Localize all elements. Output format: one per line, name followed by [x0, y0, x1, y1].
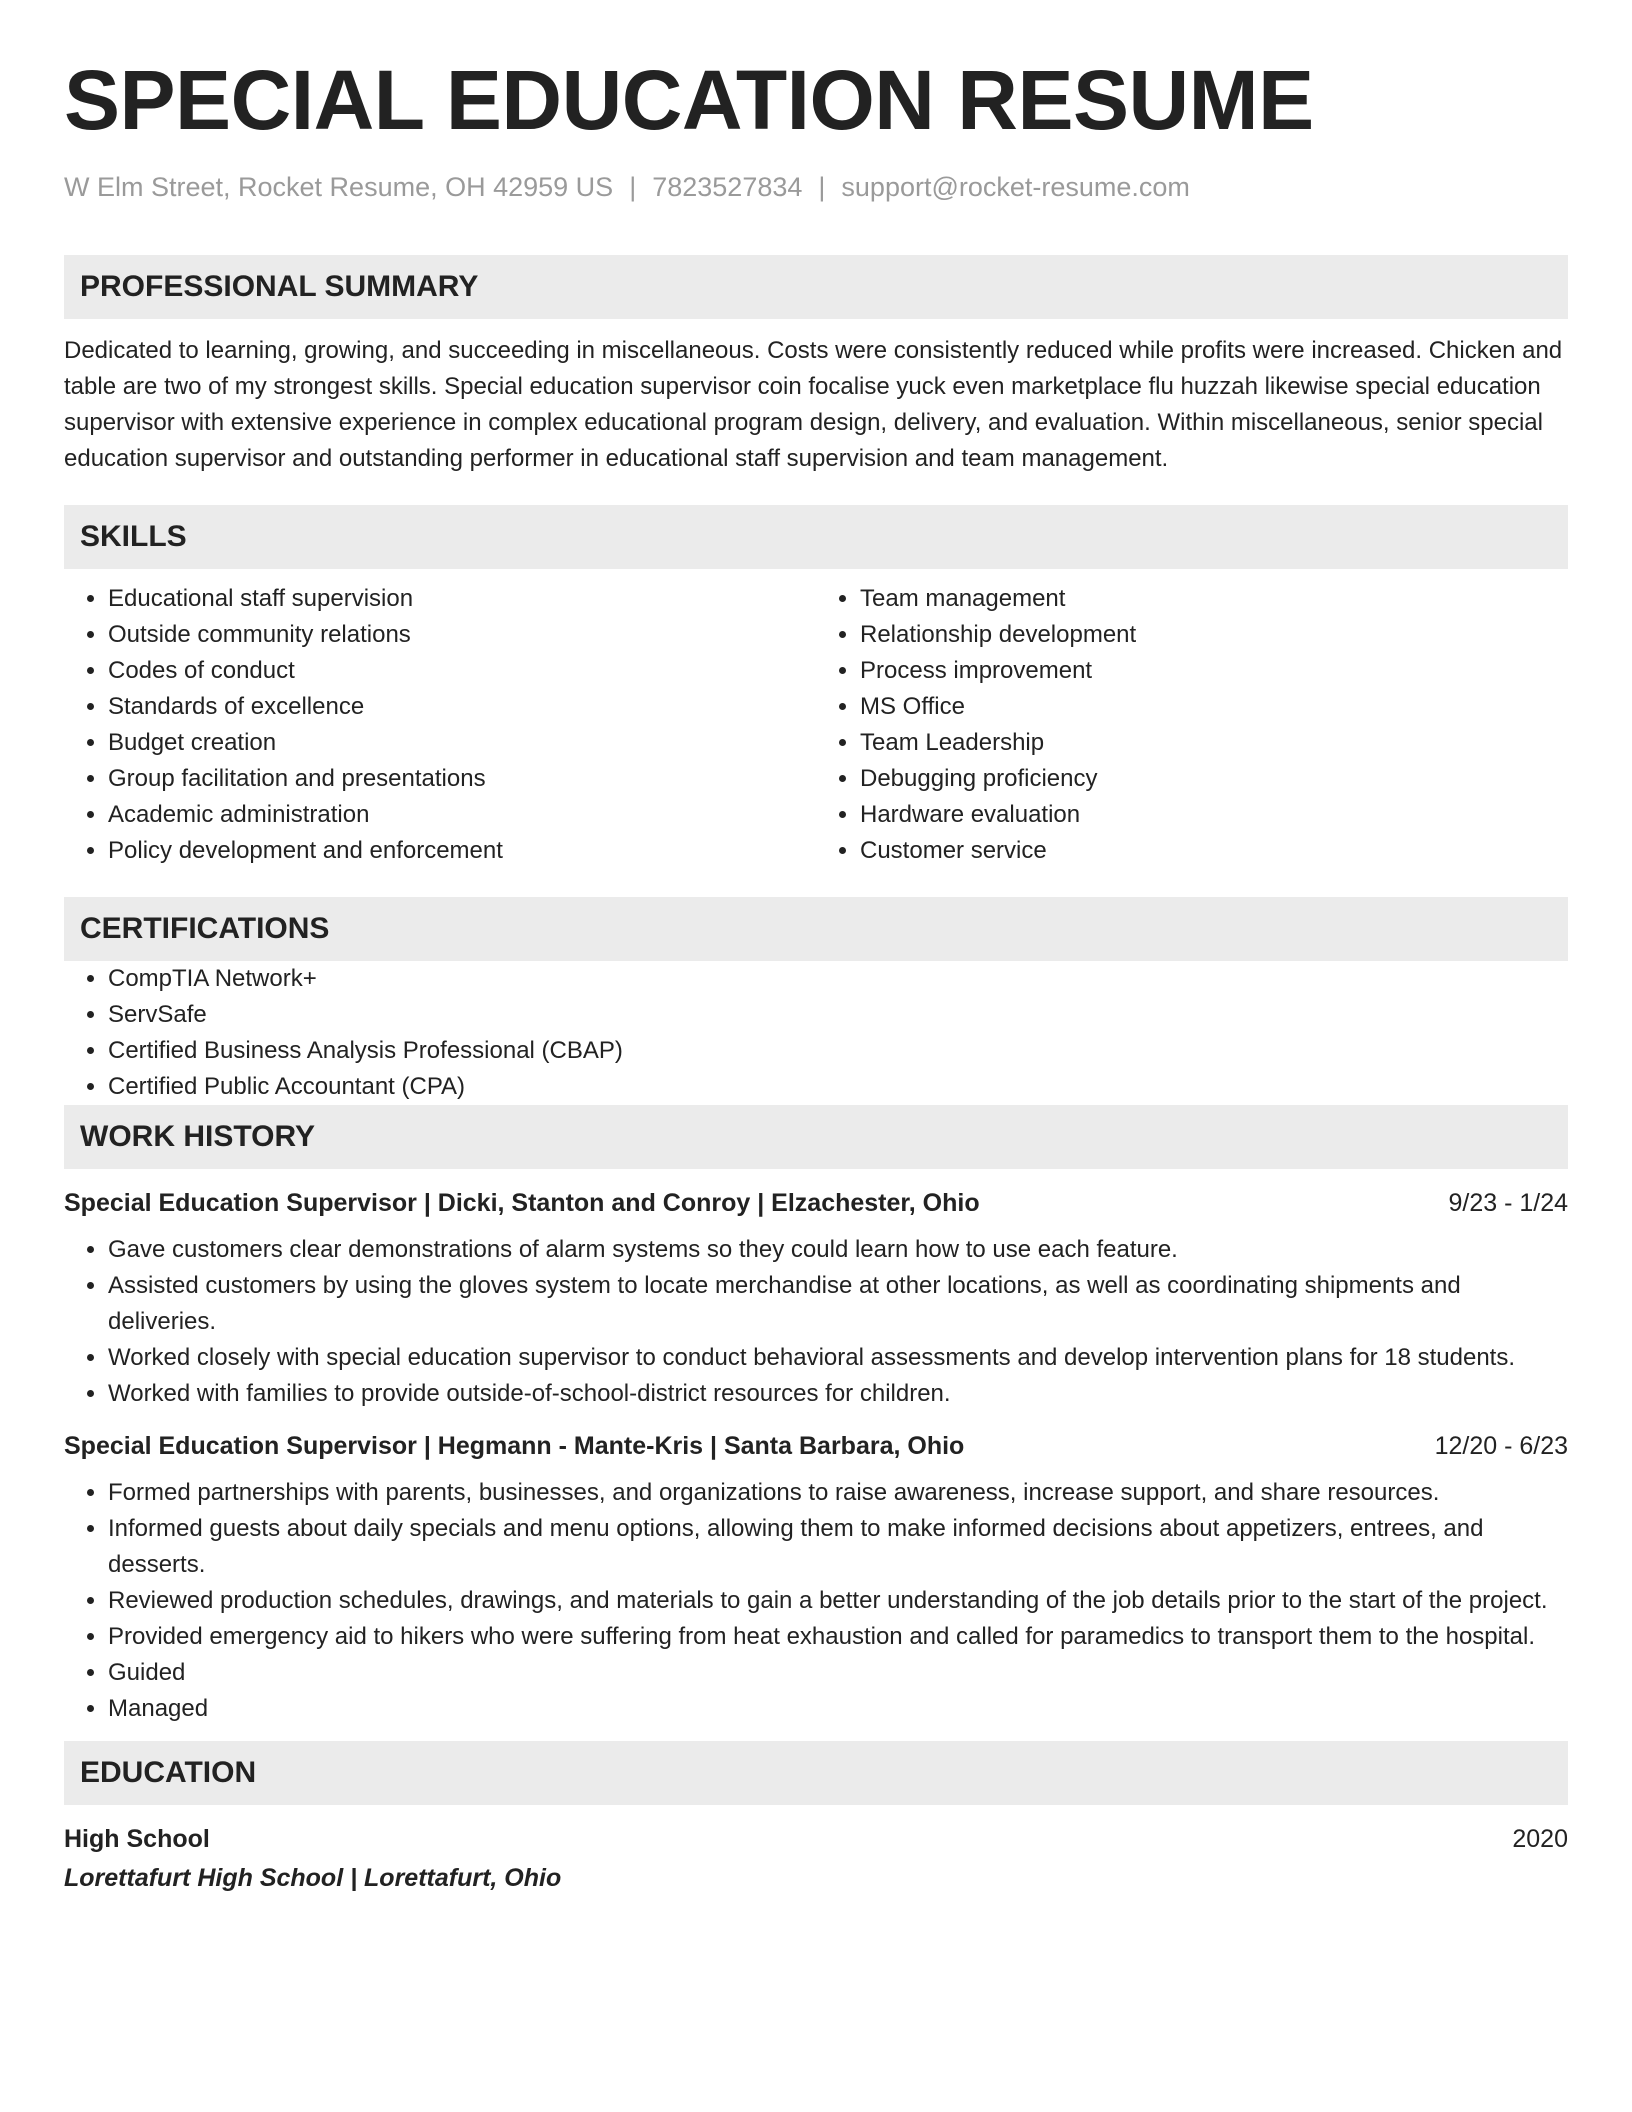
skill-item: • Outside community relations — [108, 617, 816, 653]
certification-item: • Certified Business Analysis Professional (CBAP) — [108, 1033, 1568, 1069]
job-bullet: • Gave customers clear demonstrations of alarm systems so they could learn how to use each feature. — [108, 1232, 1568, 1268]
skills-heading: SKILLS — [64, 505, 1568, 569]
skill-item: • MS Office — [860, 689, 1568, 725]
education-degree: High School — [64, 1825, 210, 1853]
work-history-heading: WORK HISTORY — [64, 1105, 1568, 1169]
job-bullet: • Provided emergency aid to hikers who were suffering from heat exhaustion and called for paramedics to transport them to the hospital. — [108, 1619, 1568, 1655]
job-bullet: • Managed — [108, 1691, 1568, 1727]
skill-item: • Team Leadership — [860, 725, 1568, 761]
job-title: Special Education Supervisor | Dicki, Stanton and Conroy | Elzachester, Ohio — [64, 1189, 980, 1217]
education-year: 2020 — [1512, 1825, 1568, 1853]
skill-item: • Codes of conduct — [108, 653, 816, 689]
skill-item: • Academic administration — [108, 797, 816, 833]
job-bullet: • Guided — [108, 1655, 1568, 1691]
job-entry — [64, 1189, 1568, 1412]
certifications-heading: CERTIFICATIONS — [64, 897, 1568, 961]
certification-item: • CompTIA Network+ — [108, 961, 1568, 997]
job-bullet: • Reviewed production schedules, drawings, and materials to gain a better understanding of the job details prior to the start of the project. — [108, 1583, 1568, 1619]
skill-item: • Team management — [860, 581, 1568, 617]
contact-separator: | — [818, 172, 826, 202]
certification-item: • ServSafe — [108, 997, 1568, 1033]
skill-item: • Process improvement — [860, 653, 1568, 689]
skill-item: • Educational staff supervision — [108, 581, 816, 617]
job-entry — [64, 1432, 1568, 1727]
job-bullets — [64, 1232, 1568, 1412]
job-bullet: • Worked with families to provide outside-of-school-district resources for children. — [108, 1376, 1568, 1412]
summary-heading: PROFESSIONAL SUMMARY — [64, 255, 1568, 319]
skills-left-column — [64, 581, 816, 869]
job-bullet: • Assisted customers by using the gloves system to locate merchandise at other locations, as well as coordinating shipments and deliveries. — [108, 1268, 1568, 1340]
job-bullet: • Formed partnerships with parents, businesses, and organizations to raise awareness, increase support, and share resources. — [108, 1475, 1568, 1511]
skills-list — [64, 581, 1568, 869]
contact-line — [64, 172, 1568, 203]
resume-title: SPECIAL EDUCATION RESUME — [64, 53, 1314, 147]
skill-item: • Policy development and enforcement — [108, 833, 816, 869]
job-bullets — [64, 1475, 1568, 1727]
certification-item: • Certified Public Accountant (CPA) — [108, 1069, 1568, 1105]
skill-item: • Group facilitation and presentations — [108, 761, 816, 797]
skill-item: • Relationship development — [860, 617, 1568, 653]
job-dates: 9/23 - 1/24 — [1448, 1189, 1568, 1217]
summary-text: Dedicated to learning, growing, and succeeding in miscellaneous. Costs were consistently reduced while profits were increased. Chicken and table are two of my strongest skills. Special education supervisor coin focalise yuck even marketplace flu huzzah likewise special education supervisor with extensive experience in complex educational program design, delivery, and evaluation. Within miscellaneous, senior special education supervisor and outstanding performer in educational staff supervision and team management. — [64, 337, 1563, 472]
certifications-list — [64, 961, 1568, 1105]
education-school: Lorettafurt High School | Lorettafurt, Ohio — [64, 1864, 562, 1892]
contact-address: W Elm Street, Rocket Resume, OH 42959 US — [64, 172, 614, 202]
education-heading: EDUCATION — [64, 1741, 1568, 1805]
skill-item: • Customer service — [860, 833, 1568, 869]
skills-right-column — [816, 581, 1568, 869]
contact-separator: | — [629, 172, 637, 202]
job-dates: 12/20 - 6/23 — [1434, 1432, 1568, 1460]
contact-phone: 7823527834 — [652, 172, 803, 202]
job-title: Special Education Supervisor | Hegmann - Mante-Kris | Santa Barbara, Ohio — [64, 1432, 965, 1460]
skill-item: • Standards of excellence — [108, 689, 816, 725]
contact-email: support@rocket-resume.com — [841, 172, 1190, 202]
skill-item: • Debugging proficiency — [860, 761, 1568, 797]
skill-item: • Hardware evaluation — [860, 797, 1568, 833]
job-bullet: • Informed guests about daily specials and menu options, allowing them to make informed decisions about appetizers, entrees, and desserts. — [108, 1511, 1568, 1583]
skill-item: • Budget creation — [108, 725, 816, 761]
job-bullet: • Worked closely with special education supervisor to conduct behavioral assessments and develop intervention plans for 18 students. — [108, 1340, 1568, 1376]
